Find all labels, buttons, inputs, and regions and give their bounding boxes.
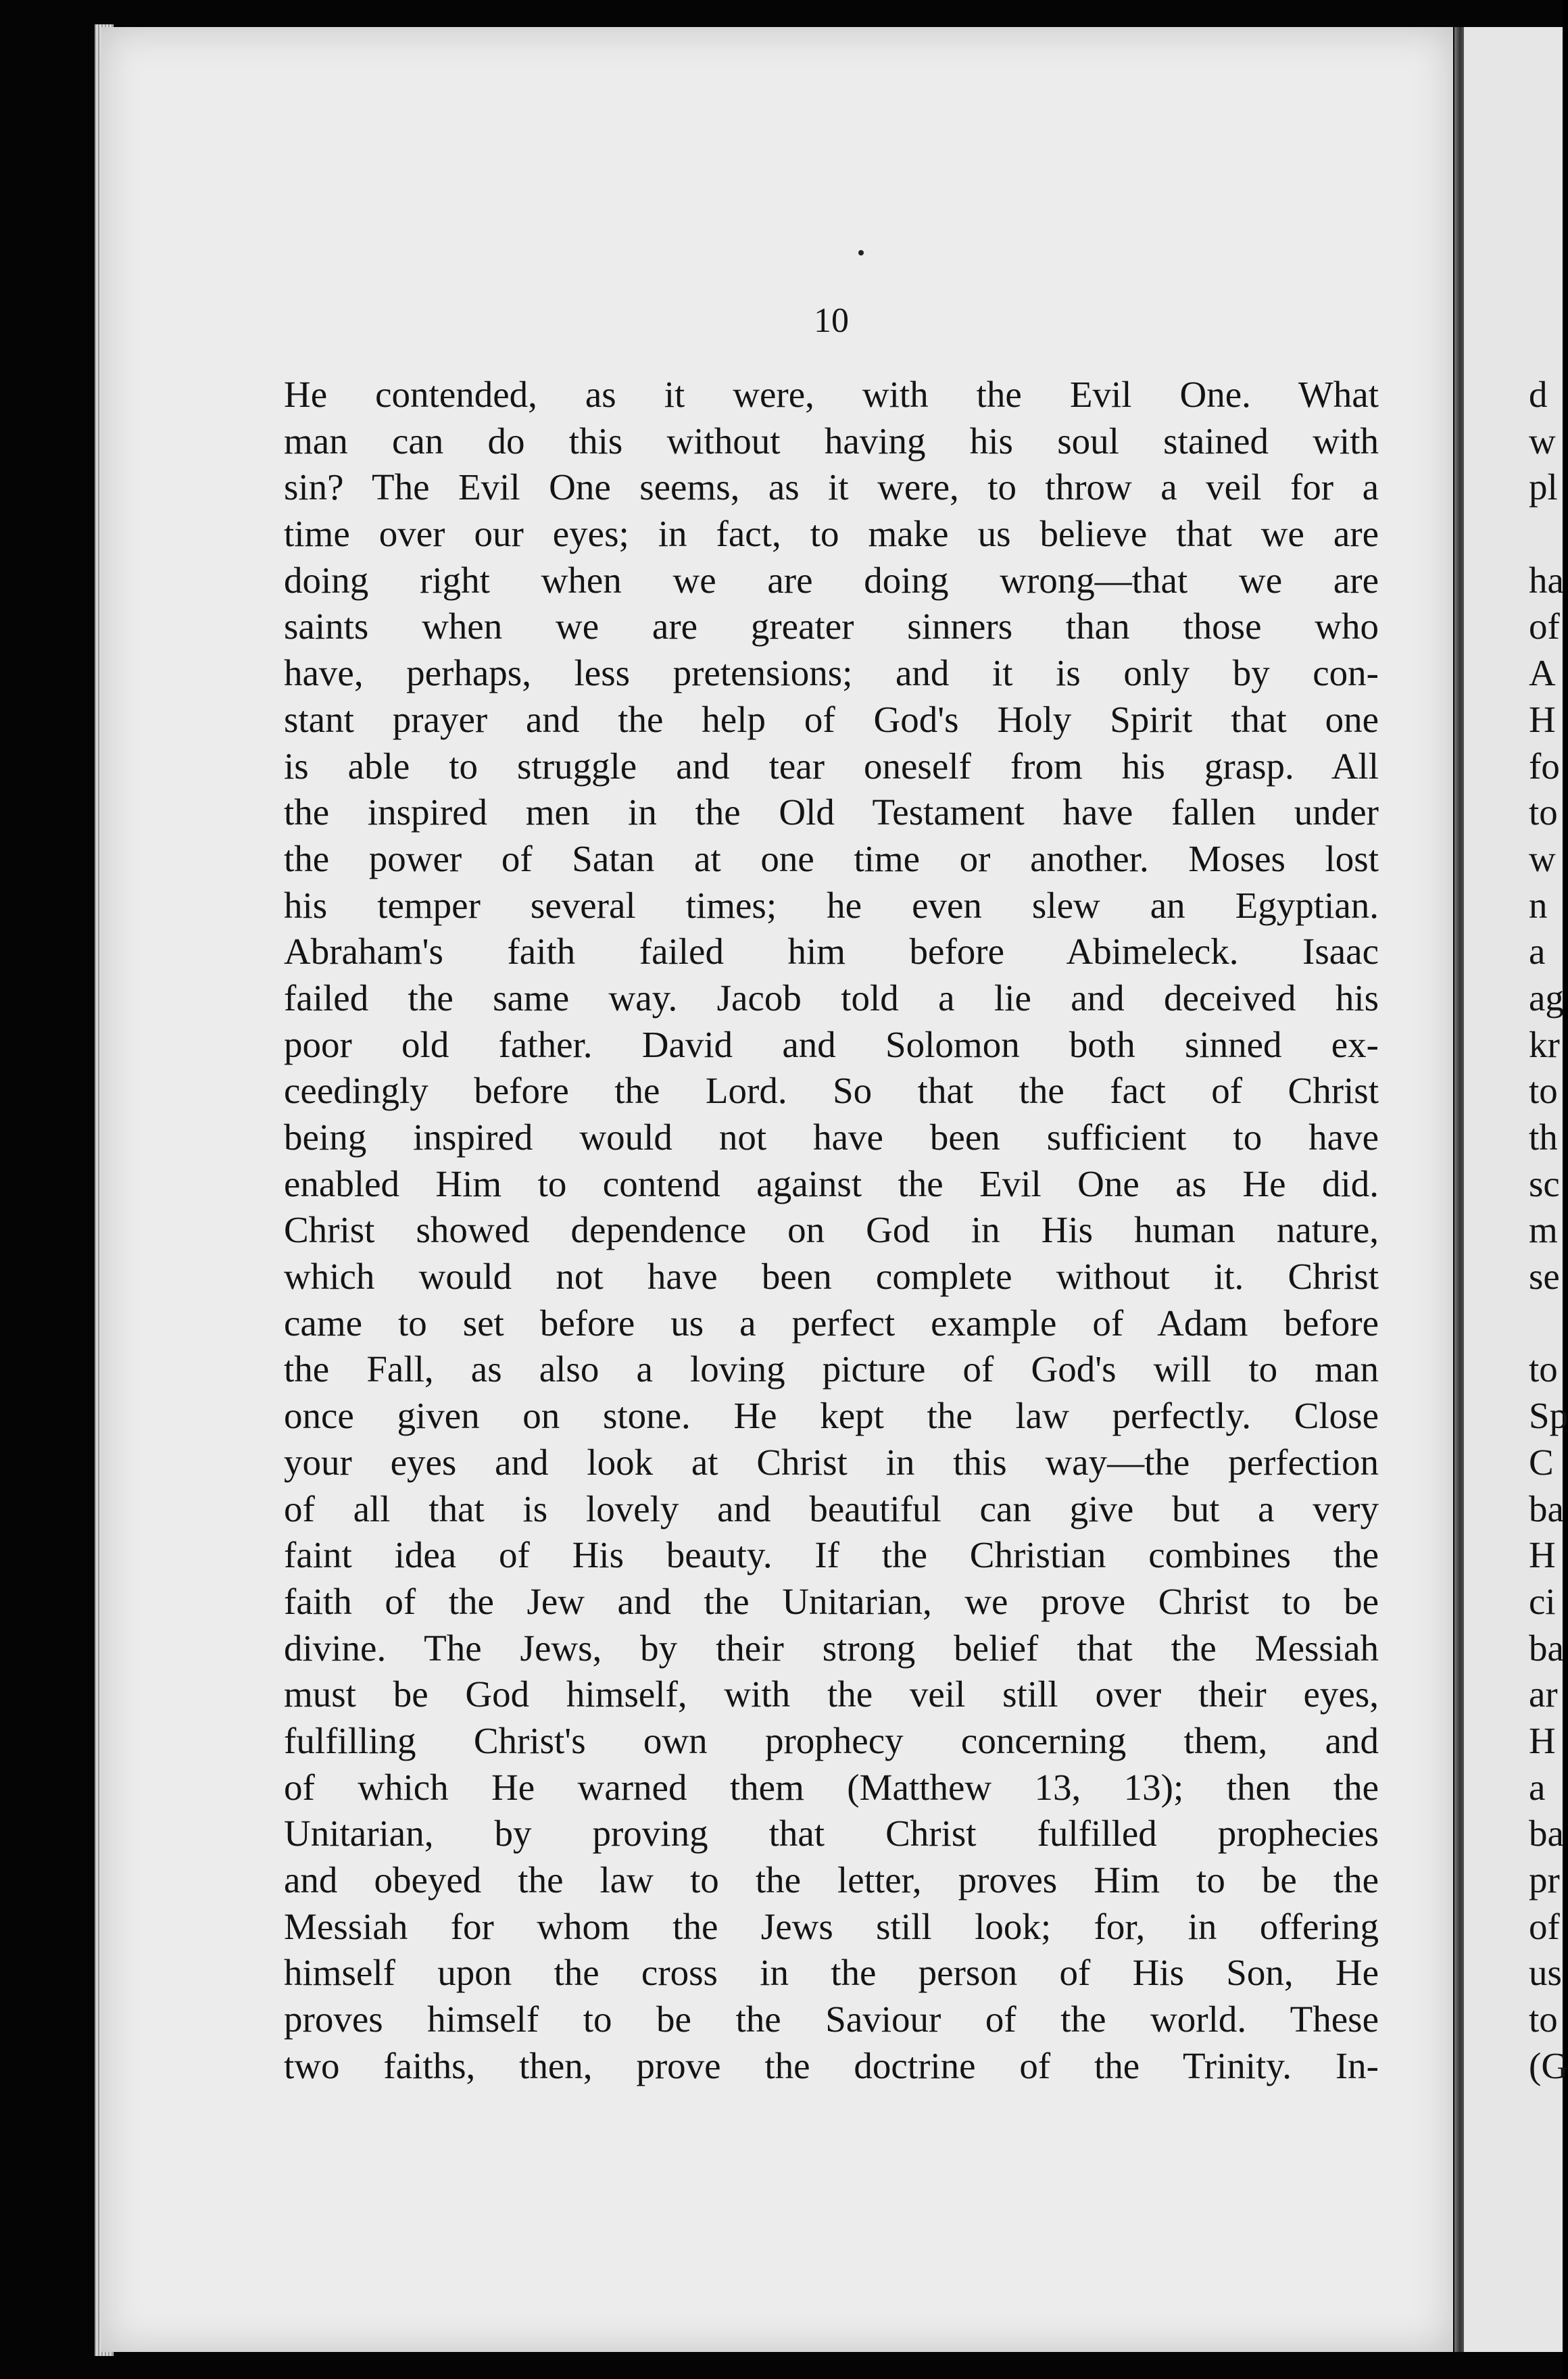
facing-text-fragment: pr (1529, 1859, 1560, 1900)
facing-text-fragment: ci (1529, 1580, 1556, 1622)
text-line: Messiah for whom the Jews still look; for, in offering (284, 1905, 1379, 1947)
facing-text-fragment: m (1529, 1209, 1558, 1251)
text-line: the Fall, as also a loving picture of God's will to man (284, 1348, 1379, 1390)
text-line: must be God himself, with the veil still over their eyes, (284, 1673, 1379, 1715)
ink-speck (858, 250, 864, 255)
text-line: man can do this without having his soul stained with (284, 420, 1379, 462)
facing-text-fragment: n (1529, 884, 1548, 926)
facing-text-fragment: to (1529, 1998, 1558, 2040)
text-line: have, perhaps, less pretensions; and it is only by con- (284, 652, 1379, 694)
text-line: fulfilling Christ's own prophecy concerning them, and (284, 1719, 1379, 1761)
text-line: being inspired would not have been sufficient to have (284, 1117, 1379, 1158)
book-gutter (1454, 27, 1464, 2352)
text-line: Christ showed dependence on God in His human nature, (284, 1209, 1379, 1251)
text-line: sin? The Evil One seems, as it were, to throw a veil for a (284, 466, 1379, 508)
text-line: Unitarian, by proving that Christ fulfilled prophecies (284, 1813, 1379, 1855)
text-line: Abraham's faith failed him before Abimeleck. Isaac (284, 931, 1379, 973)
facing-text-fragment: d (1529, 374, 1548, 415)
text-line: ceedingly before the Lord. So that the fact of Christ (284, 1070, 1379, 1112)
facing-text-fragment: H (1529, 1719, 1556, 1761)
facing-text-fragment: H (1529, 698, 1556, 740)
text-line: time over our eyes; in fact, to make us believe that we are (284, 513, 1379, 555)
facing-text-fragment: a (1529, 1766, 1546, 1808)
facing-text-fragment: fo (1529, 745, 1560, 787)
text-line: faith of the Jew and the Unitarian, we prove Christ to be (284, 1580, 1379, 1622)
facing-text-fragment: ag (1529, 977, 1564, 1019)
text-line: once given on stone. He kept the law perfectly. Close (284, 1395, 1379, 1437)
text-line: proves himself to be the Saviour of the world. These (284, 1998, 1379, 2040)
text-line: divine. The Jews, by their strong belief that the Messiah (284, 1627, 1379, 1669)
facing-text-fragment (1529, 1300, 1568, 1347)
facing-text-fragment: Sp (1529, 1395, 1568, 1437)
facing-text-fragment: se (1529, 1256, 1560, 1298)
text-line: stant prayer and the help of God's Holy Spirit that one (284, 698, 1379, 740)
text-line: of all that is lovely and beautiful can give but a very (284, 1488, 1379, 1529)
text-line: doing right when we are doing wrong—that we are (284, 559, 1379, 601)
text-line: He contended, as it were, with the Evil One. What (284, 374, 1379, 415)
body-text (284, 372, 1379, 2089)
facing-text-fragment: ba (1529, 1627, 1564, 1669)
facing-text-fragment: to (1529, 1070, 1558, 1112)
facing-text-fragment: (G (1529, 2044, 1568, 2086)
facing-text-fragment: pl (1529, 466, 1558, 508)
facing-text-fragment: ba (1529, 1488, 1564, 1529)
text-line: which would not have been complete without it. Christ (284, 1256, 1379, 1298)
facing-text-fragment: of (1529, 1905, 1560, 1947)
facing-text-fragment: ar (1529, 1673, 1558, 1715)
facing-text-fragment: to (1529, 1348, 1558, 1390)
facing-text-fragment: us (1529, 1952, 1562, 1994)
facing-text-fragment: ha (1529, 559, 1564, 601)
text-line: saints when we are greater sinners than those who (284, 606, 1379, 647)
text-line: the power of Satan at one time or another. Moses lost (284, 837, 1379, 879)
facing-text-fragment: to (1529, 791, 1558, 833)
facing-text-fragment: sc (1529, 1162, 1560, 1204)
page-number: 10 (814, 301, 849, 340)
text-line: his temper several times; he even slew an Egyptian. (284, 884, 1379, 926)
text-line: poor old father. David and Solomon both sinned ex- (284, 1023, 1379, 1065)
text-line: and obeyed the law to the letter, proves Him to be the (284, 1859, 1379, 1900)
text-line: himself upon the cross in the person of His Son, He (284, 1952, 1379, 1994)
text-line: failed the same way. Jacob told a lie and deceived his (284, 977, 1379, 1019)
text-line: two faiths, then, prove the doctrine of the Trinity. In- (284, 2044, 1379, 2086)
facing-page-text (1529, 372, 1568, 2089)
facing-text-fragment: of (1529, 606, 1560, 647)
text-line: is able to struggle and tear oneself from his grasp. All (284, 745, 1379, 787)
facing-text-fragment: A (1529, 652, 1556, 694)
facing-text-fragment: w (1529, 837, 1556, 879)
facing-text-fragment: th (1529, 1117, 1558, 1158)
facing-text-fragment (1529, 511, 1568, 558)
text-line: of which He warned them (Matthew 13, 13); then the (284, 1766, 1379, 1808)
facing-text-fragment: ba (1529, 1813, 1564, 1855)
text-line: faint idea of His beauty. If the Christian combines the (284, 1534, 1379, 1576)
text-line: the inspired men in the Old Testament have fallen under (284, 791, 1379, 833)
facing-text-fragment: a (1529, 931, 1546, 973)
facing-text-fragment: w (1529, 420, 1556, 462)
facing-text-fragment: kr (1529, 1023, 1560, 1065)
text-line: came to set before us a perfect example of Adam before (284, 1302, 1379, 1344)
facing-text-fragment: C (1529, 1441, 1554, 1483)
facing-text-fragment: H (1529, 1534, 1556, 1576)
text-line: enabled Him to contend against the Evil One as He did. (284, 1162, 1379, 1204)
text-line: your eyes and look at Christ in this way—the perfection (284, 1441, 1379, 1483)
